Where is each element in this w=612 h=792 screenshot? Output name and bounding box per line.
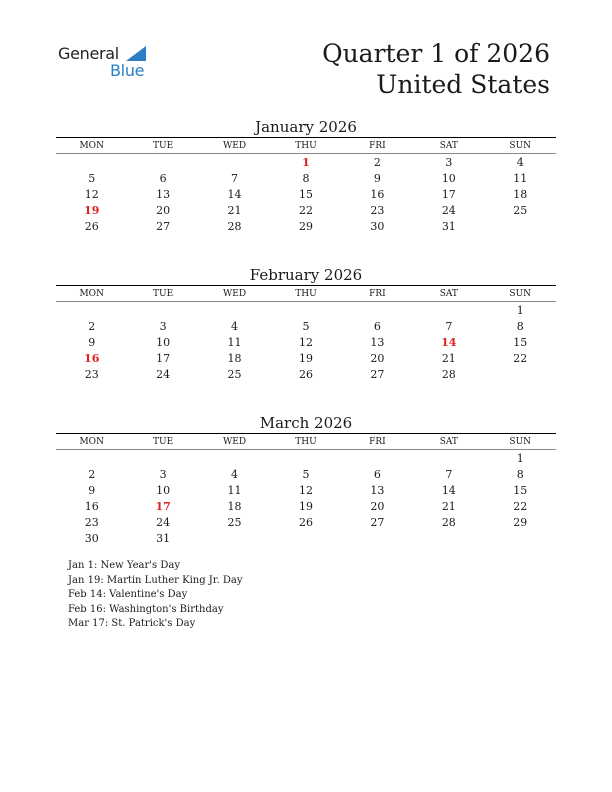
month-grid <box>56 285 556 382</box>
week-row <box>56 318 556 334</box>
month-grid <box>56 433 556 546</box>
logo-blue-text: Blue <box>110 61 145 80</box>
weekday-label: THU <box>295 288 317 299</box>
holiday-note: Feb 14: Valentine's Day <box>68 589 188 600</box>
holiday-note: Mar 17: St. Patrick's Day <box>68 618 196 629</box>
day-cell: 7 <box>445 467 453 481</box>
weekday-label: SAT <box>439 288 458 299</box>
week-row <box>56 450 556 466</box>
holiday-day-cell: 16 <box>84 351 100 365</box>
day-cell: 7 <box>445 319 453 333</box>
weekday-label: MON <box>79 288 104 299</box>
day-cell: 31 <box>156 531 171 545</box>
weekday-label: SAT <box>439 140 458 151</box>
day-cell: 27 <box>370 515 385 529</box>
day-cell: 3 <box>159 319 167 333</box>
day-cell: 3 <box>445 155 453 169</box>
day-cell: 5 <box>302 319 310 333</box>
day-cell: 11 <box>227 483 242 497</box>
day-cell: 17 <box>156 351 171 365</box>
day-cell: 1 <box>516 451 524 465</box>
day-cell: 10 <box>441 171 456 185</box>
day-cell: 27 <box>156 219 171 233</box>
weekday-label: WED <box>223 288 247 299</box>
month-title: February 2026 <box>249 266 363 284</box>
day-cell: 2 <box>88 319 96 333</box>
day-cell: 19 <box>298 351 313 365</box>
day-cell: 16 <box>84 499 99 513</box>
logo-triangle-icon <box>126 46 146 61</box>
day-cell: 28 <box>441 367 456 381</box>
weekday-label: TUE <box>153 288 174 299</box>
day-cell: 20 <box>370 499 385 513</box>
day-cell: 21 <box>441 499 456 513</box>
day-cell: 15 <box>513 335 528 349</box>
day-cell: 5 <box>302 467 310 481</box>
month-grid <box>56 137 556 234</box>
weekday-label: SUN <box>509 436 532 447</box>
weekday-label: MON <box>79 140 104 151</box>
day-cell: 14 <box>227 187 242 201</box>
day-cell: 30 <box>370 219 385 233</box>
day-cell: 24 <box>156 515 171 529</box>
holiday-note: Jan 1: New Year's Day <box>68 560 180 571</box>
day-cell: 17 <box>441 187 456 201</box>
logo <box>58 44 158 84</box>
day-cell: 13 <box>156 187 171 201</box>
day-cell: 6 <box>373 319 381 333</box>
day-cell: 25 <box>227 515 242 529</box>
day-cell: 8 <box>516 467 524 481</box>
day-cell: 24 <box>156 367 171 381</box>
page-title <box>322 38 550 100</box>
day-cell: 6 <box>373 467 381 481</box>
day-cell: 26 <box>298 515 313 529</box>
weekday-label: TUE <box>153 436 174 447</box>
weekday-label: SUN <box>509 140 532 151</box>
day-cell: 22 <box>298 203 313 217</box>
day-cell: 2 <box>88 467 96 481</box>
day-cell: 9 <box>373 171 381 185</box>
day-cell: 22 <box>513 351 528 365</box>
weekday-header <box>56 286 556 302</box>
day-cell: 23 <box>84 367 99 381</box>
day-cell: 18 <box>227 351 242 365</box>
weekday-label: SAT <box>439 436 458 447</box>
weekday-label: MON <box>79 436 104 447</box>
day-cell: 26 <box>84 219 99 233</box>
day-cell: 31 <box>441 219 456 233</box>
day-cell: 28 <box>227 219 242 233</box>
day-cell: 15 <box>513 483 528 497</box>
weekday-label: FRI <box>369 436 386 447</box>
day-cell: 12 <box>84 187 99 201</box>
day-cell: 3 <box>159 467 167 481</box>
week-row <box>56 186 556 202</box>
logo-general-text: General <box>58 44 119 63</box>
day-cell: 27 <box>370 367 385 381</box>
month-block <box>56 117 556 234</box>
month-title: March 2026 <box>259 414 353 432</box>
week-row <box>56 202 556 218</box>
day-cell: 15 <box>298 187 313 201</box>
day-cell: 7 <box>231 171 239 185</box>
day-cell: 14 <box>441 483 456 497</box>
day-cell: 23 <box>84 515 99 529</box>
week-row <box>56 482 556 498</box>
day-cell: 22 <box>513 499 528 513</box>
week-row <box>56 218 556 234</box>
day-cell: 12 <box>298 335 313 349</box>
day-cell: 26 <box>298 367 313 381</box>
day-cell: 16 <box>370 187 385 201</box>
week-row <box>56 302 556 318</box>
week-row <box>56 514 556 530</box>
weekday-label: WED <box>223 140 247 151</box>
day-cell: 4 <box>231 319 239 333</box>
week-row <box>56 466 556 482</box>
day-cell: 30 <box>84 531 99 545</box>
day-cell: 13 <box>370 483 385 497</box>
weekday-label: TUE <box>153 140 174 151</box>
holiday-note: Feb 16: Washington's Birthday <box>68 603 224 615</box>
month-block <box>56 265 556 382</box>
day-cell: 8 <box>516 319 524 333</box>
holiday-day-cell: 19 <box>84 203 100 217</box>
day-cell: 9 <box>88 483 96 497</box>
day-cell: 20 <box>370 351 385 365</box>
weekday-label: THU <box>295 140 317 151</box>
day-cell: 29 <box>513 515 528 529</box>
day-cell: 18 <box>227 499 242 513</box>
weekday-label: THU <box>295 436 317 447</box>
month-title: January 2026 <box>255 118 357 136</box>
weekday-label: FRI <box>369 140 386 151</box>
title-quarter: Quarter 1 of 2026 <box>322 39 550 68</box>
week-row <box>56 530 556 546</box>
day-cell: 11 <box>513 171 528 185</box>
day-cell: 5 <box>88 171 96 185</box>
day-cell: 25 <box>513 203 528 217</box>
day-cell: 4 <box>231 467 239 481</box>
day-cell: 25 <box>227 367 242 381</box>
week-row <box>56 498 556 514</box>
day-cell: 11 <box>227 335 242 349</box>
day-cell: 21 <box>441 351 456 365</box>
weekday-label: WED <box>223 436 247 447</box>
week-row <box>56 350 556 366</box>
holiday-day-cell: 1 <box>302 155 310 169</box>
day-cell: 12 <box>298 483 313 497</box>
month-block <box>56 413 556 546</box>
day-cell: 13 <box>370 335 385 349</box>
weekday-label: SUN <box>509 288 532 299</box>
title-country: United States <box>376 70 550 99</box>
day-cell: 19 <box>298 499 313 513</box>
day-cell: 28 <box>441 515 456 529</box>
day-cell: 24 <box>441 203 456 217</box>
day-cell: 20 <box>156 203 171 217</box>
day-cell: 8 <box>302 171 310 185</box>
weekday-header <box>56 138 556 154</box>
week-row <box>56 170 556 186</box>
day-cell: 10 <box>156 483 171 497</box>
day-cell: 23 <box>370 203 385 217</box>
day-cell: 6 <box>159 171 167 185</box>
week-row <box>56 366 556 382</box>
holiday-day-cell: 14 <box>441 335 457 349</box>
day-cell: 10 <box>156 335 171 349</box>
weekday-label: FRI <box>369 288 386 299</box>
weekday-header <box>56 434 556 450</box>
week-row <box>56 334 556 350</box>
holiday-day-cell: 17 <box>155 499 171 513</box>
day-cell: 9 <box>88 335 96 349</box>
holiday-note: Jan 19: Martin Luther King Jr. Day <box>68 574 243 586</box>
holiday-notes <box>68 559 242 632</box>
day-cell: 2 <box>373 155 381 169</box>
day-cell: 4 <box>516 155 524 169</box>
day-cell: 1 <box>516 303 524 317</box>
week-row <box>56 154 556 170</box>
day-cell: 29 <box>298 219 313 233</box>
day-cell: 18 <box>513 187 528 201</box>
day-cell: 21 <box>227 203 242 217</box>
